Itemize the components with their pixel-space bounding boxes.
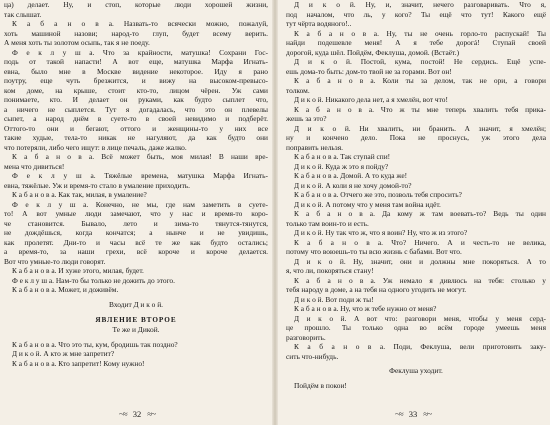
text-line: так слышат. (4, 9, 42, 19)
text-line: Ф е к л у ш а. Конечно, не мы, где нам заметить в суете- (12, 199, 268, 209)
text-line: сить что-нибудь. (286, 351, 339, 361)
text-line: найди подешевле меня! А я тебе дорогá! Ступай своей (286, 38, 546, 47)
stage-direction: Феклуша уходит. (389, 366, 443, 375)
text-line: а ничего не сыплется. Тут я догадалась, что это он плевелы (4, 104, 268, 114)
text-line: Д и к о й. Ну, и, значит, нечего разговаривать. Что я, (294, 0, 546, 9)
text-line: под началом, что ль, у кого? Ты ещё что тут! Какого ещё (286, 9, 546, 19)
text-line: А меня хоть ты золотом осыпь, так я не поеду. (4, 38, 150, 47)
text-line: К а б а н о в а. Отчего же это, позволь тебя спросить? (294, 190, 462, 199)
text-line: Ф е к л у ш а. Что за крайности, матушка! Сохрани Гос- (12, 47, 268, 57)
text-line: Д и к о й. Ну, значит, они и должны мне покоряться. А то (294, 256, 546, 266)
text-line: Д и к о й. Ни хвалить, ни бранить. А значит, я хмелён; (294, 123, 546, 133)
text-line: К а б а н о в а. Может, и доживём. (12, 285, 119, 294)
text-line: К а б а н о в а. Что? Ничего. А и честь-то не велика, (294, 237, 546, 247)
stage-direction: Входит Д и к о й. (109, 299, 163, 309)
ornament-left: ~≈ (394, 409, 403, 419)
right-page (276, 0, 550, 425)
right-page-text (286, 0, 546, 361)
text-line: дорогой, куда шёл. Пойдём, Феклуша, домой. (Встаёт.) (286, 47, 460, 57)
text-line: Д и к о й. А кто ж мне запретит? (12, 349, 115, 358)
scene-title: ЯВЛЕНИЕ ВТОРОЕ (95, 315, 177, 324)
text-line: поправить нельзя. (286, 142, 343, 152)
text-line: Вот что умные-то люди говорят. (4, 256, 106, 266)
text-line: сыпет, а народ днём в суете-то в своей невидимо и подберёт. (4, 114, 268, 123)
text-line: евна, было мне в Москве видение некоторое. Иду я рано (4, 66, 268, 76)
text-line: К а б а н о в а. Да кому ж там воевать-то? Ведь ты один (294, 209, 546, 218)
ornament-right: ≈~ (147, 409, 156, 419)
text-line: К а б а н о в а. Назвать-то всячески можно, пожалуй, (12, 19, 268, 28)
text-line: то! А вот умные люди замечают, что у нас и время-то коро- (4, 209, 268, 218)
text-line: подь от такой напасти! А вот еще, матушка Марфа Игнать- (4, 57, 268, 66)
text-line: К а б а н о в а. Как так, милая, в умаление? (12, 190, 147, 199)
text-line: Д и к о й. Никакого дела нет, а я хмелён, вот что! (294, 95, 448, 104)
text-line: Оттого-то они и бегают, оттого и женщины-то у них все (4, 123, 268, 133)
left-page-dialogue (4, 340, 268, 369)
text-line: тут чёрта водяного!.. (286, 19, 352, 28)
text-line: Д и к о й. Куда ж это я пойду? (294, 161, 389, 171)
text-line: а время-то, за наши грехи, всё короче и короче делается. (4, 247, 268, 256)
text-line: Д и к о й. А коли я не хочу домой-то? (294, 180, 412, 190)
text-line: К а б а н о в а. Ну, ты не очень горло-то распускай! Ты (294, 28, 546, 38)
text-line: тебя народу в доме, а на тебя на одного угодить не могут. (286, 285, 467, 294)
text-line: Д и к о й. А вот что: разговори меня, чтобы у меня серд- (294, 313, 546, 323)
text-line: Ф е к л у ш а. Тяжёлые времена, матушка Марфа Игнать- (12, 171, 268, 180)
text-line: понимаете, кто. И делает он руками, как будто сыплет что, (4, 95, 268, 104)
text-line: поутру, еще чуть брезжится, и вижу на высоком-превысо- (4, 76, 268, 85)
text-line: разговорить. (286, 332, 326, 342)
text-line: К а б а н о в а. Поди, Феклуша, вели приготовить заку- (294, 342, 546, 351)
text-line: Ф е к л у ш а. Нам-то бы только не дожить до этого. (12, 275, 175, 285)
ornament-left: ~≈ (118, 409, 127, 419)
text-line: Д и к о й. А потому что у меня там война идёт. (294, 199, 441, 209)
page-footer (0, 409, 274, 419)
text-line: ешь дома-то быть: дом-то твой не за горами. Вот он! (286, 66, 452, 76)
text-line: Д и к о й. Вот поди ж ты! (294, 294, 374, 304)
text-line: Д и к о й. Ну так что ж, что я воин? Ну, что ж из этого? (294, 228, 468, 237)
left-page (0, 0, 274, 425)
page-number: 33 (408, 409, 418, 419)
text-line: К а б а н о в а. Что это ты, кум, бродишь так поздно? (12, 339, 178, 349)
text-line: жешь за это? (286, 114, 327, 123)
text-line: К а б а н о в а. Домой. А то куда же! (294, 171, 408, 180)
text-line: хоть машиной назови; народ-то глуп, будет всему верить. (4, 28, 268, 38)
ornament-right: ≈~ (423, 409, 432, 419)
text-line: толком. (286, 85, 310, 95)
text-line: ца) делает. Ну, и стоп, которые люди хорошей жизни, (4, 0, 268, 9)
closing-line: Пойдём в покои! (294, 381, 347, 390)
text-line: К а б а н о в а. Уж немало я дивлюсь на тебя: столько у (294, 275, 546, 285)
text-line: К а б а н о в а. Так ступай спи! (294, 152, 391, 161)
text-line: только там воин-то и есть. (286, 218, 369, 228)
page-number: 32 (132, 409, 142, 419)
text-line: Д и к о й. Постой, кума, постой! Не сердись. Ещё успе- (294, 57, 546, 66)
left-page-text (4, 0, 268, 295)
text-line: не дождёшься, когда кончатся; а нынче и не увидишь, (4, 228, 268, 237)
text-line: К а б а н о в а. Коли ты за делом, так не ори, а говори (294, 76, 546, 85)
page-footer (276, 409, 550, 419)
text-line: как пролетят. Дни-то и часы всё те же как будто остались; (4, 237, 268, 247)
text-line: евна, тяжёлые. Уж и время-то стало в умаление приходить. (4, 180, 191, 190)
text-line: такие худые, тела-то никак не нагуляют, да как будто они (4, 133, 268, 142)
scene-cast: Те же и Дикой. (112, 324, 160, 334)
text-line: К а б а н о в а. Что ж ты мне теперь хвалить тебя прика- (294, 104, 546, 114)
text-line: К а б а н о в а. Кто запретит! Кому нужно! (12, 358, 145, 368)
text-line: че становится. Бывало, лето и зима-то тянутся-тянутся, (4, 218, 268, 228)
text-line: К а б а н о в а. Всё может быть, моя милая! В наши вре- (12, 152, 268, 161)
text-line: что потеряли, либо чего ищут: в лице печаль, даже жалко. (4, 142, 187, 152)
text-line: мена что дивиться! (4, 161, 65, 171)
text-line: я, что ли, покоряться стану! (286, 266, 374, 275)
text-line: К а б а н о в а. Ну, что ж тебе нужно от меня? (294, 304, 437, 313)
text-line: потому что воюешь-то ты всю жизнь с бабами. Вот что. (286, 247, 462, 256)
text-line: К а б а н о в а. И хуже этого, милая, будет. (12, 266, 144, 275)
text-line: це прошло. Ты только одна во всём городе умеешь меня (286, 323, 546, 332)
text-line: ком доме, на крыше, стоит кто-то, лицом чёрен. Уж сами (4, 85, 268, 95)
text-line: ну и кончено дело. Пока не проснусь, уж этого дела (286, 133, 546, 142)
